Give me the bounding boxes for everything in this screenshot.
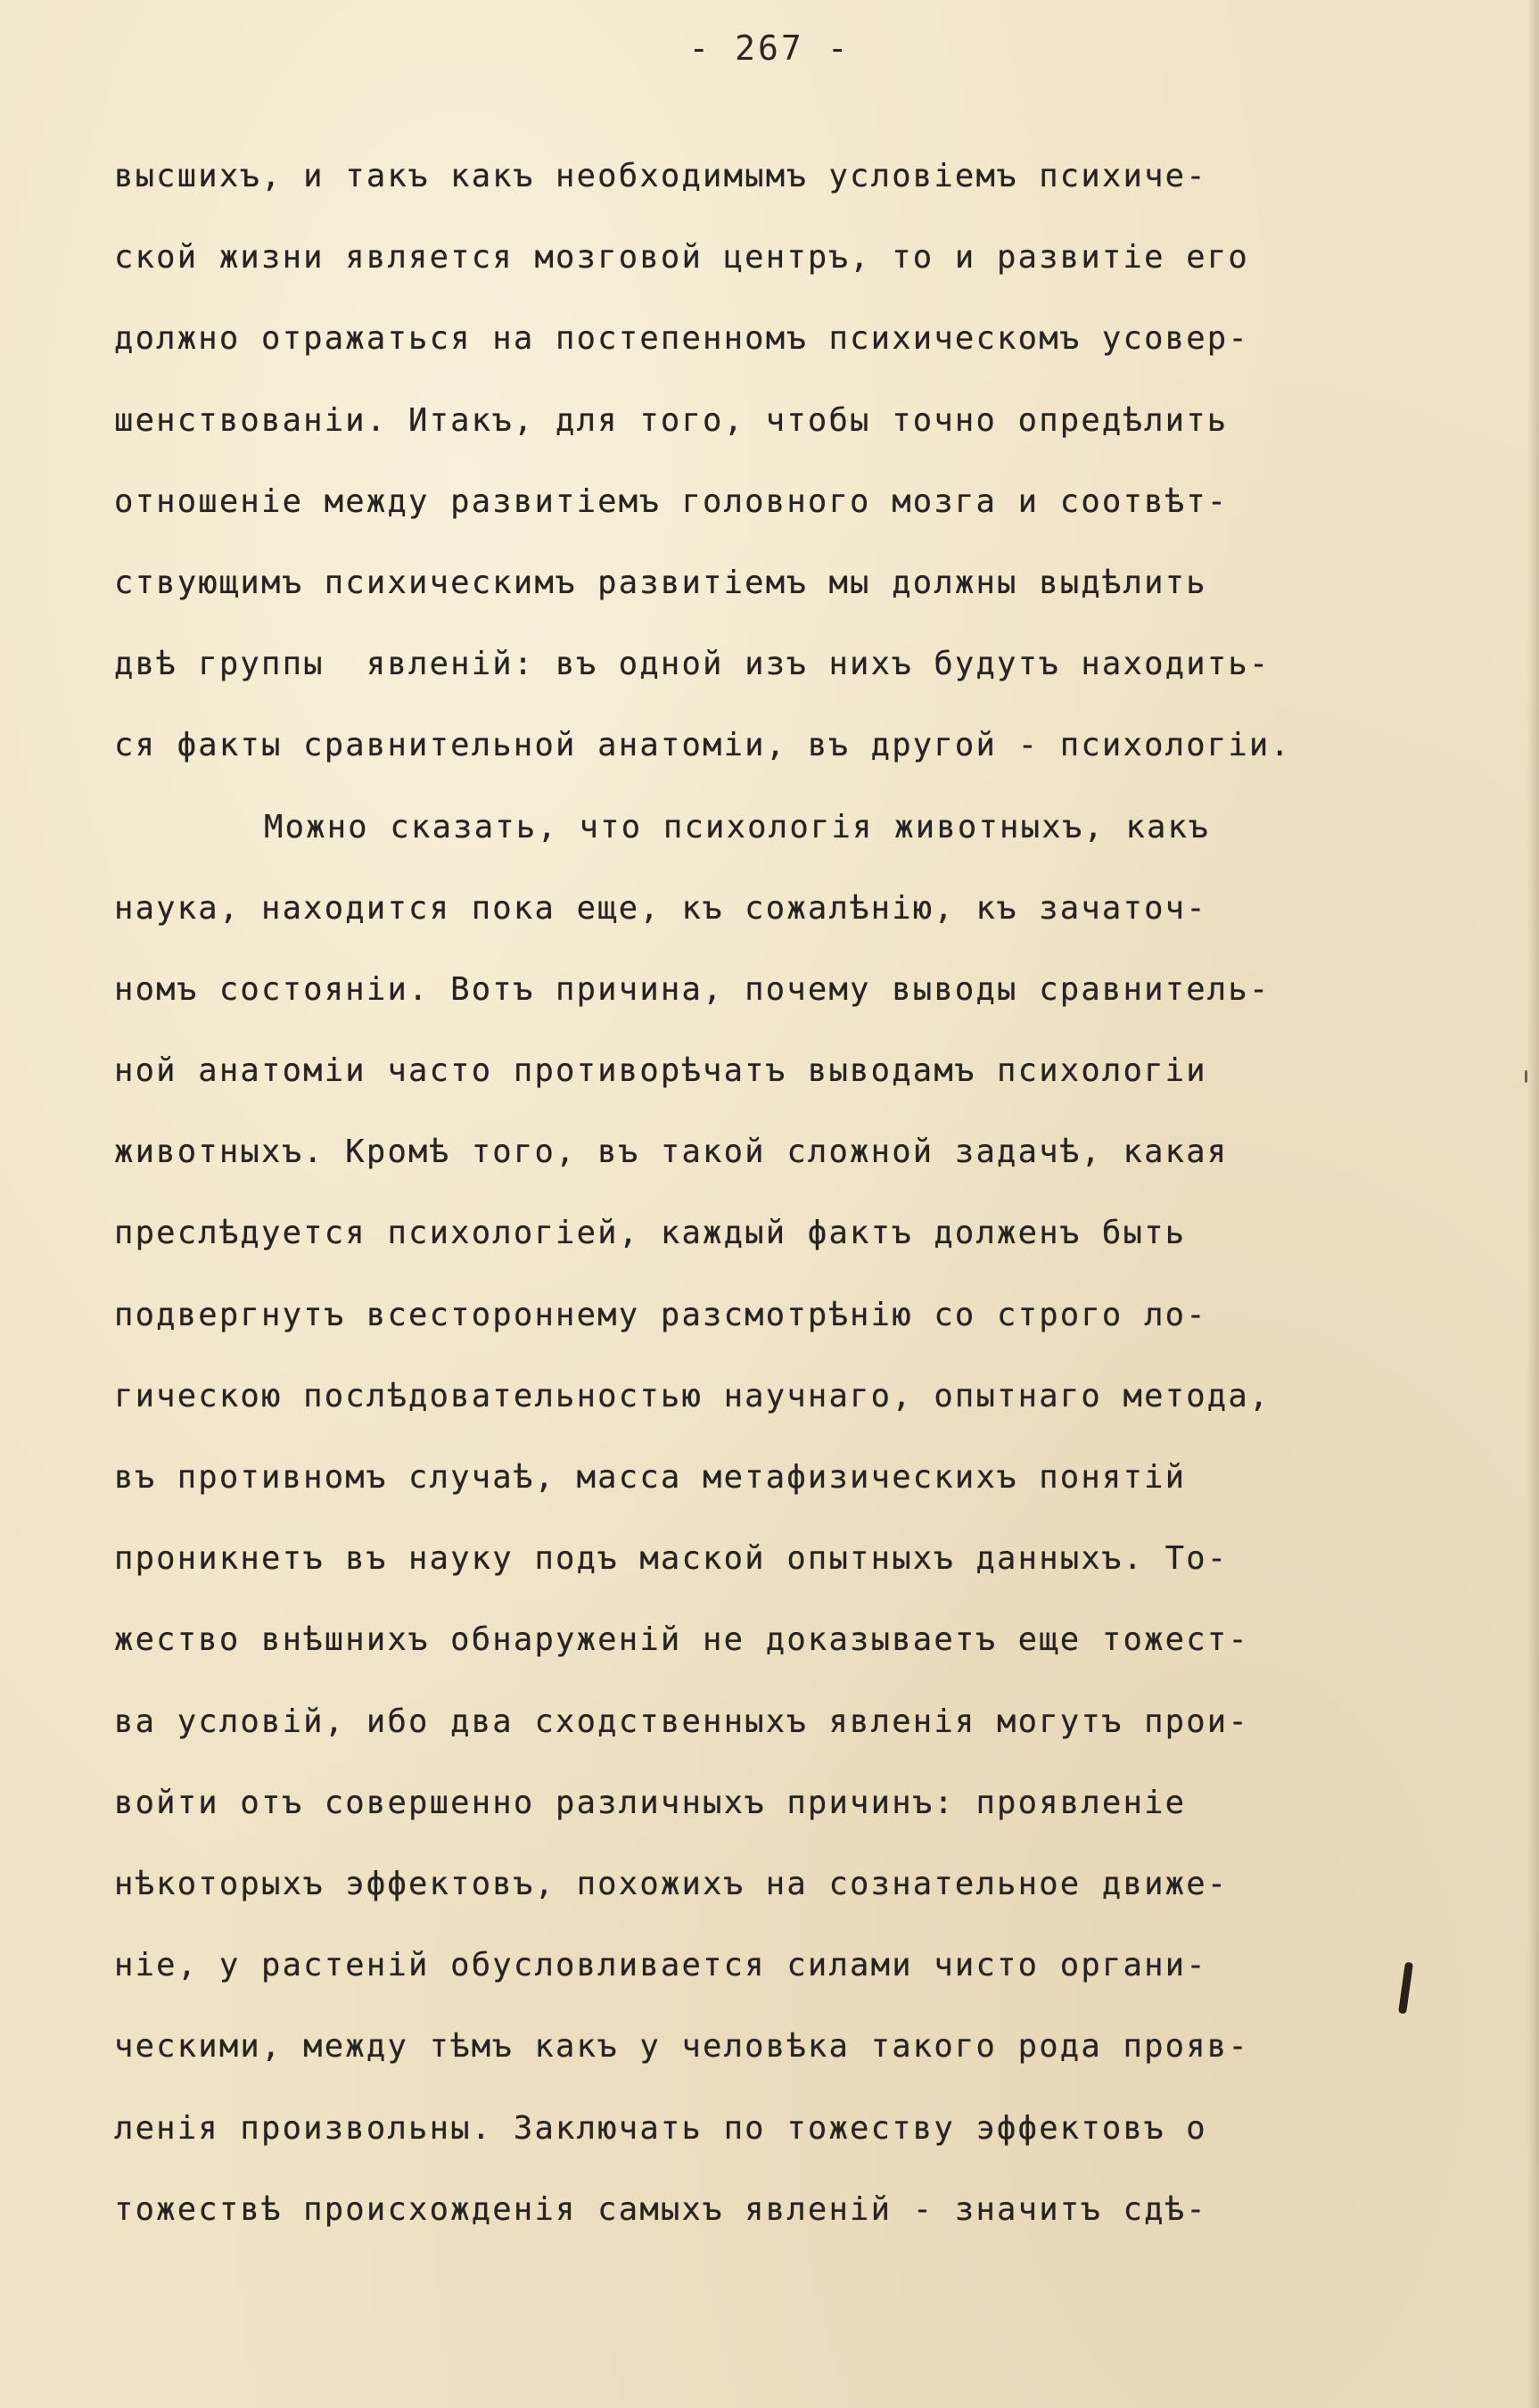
text-line: животныхъ. Кромѣ того, въ такой сложной задачѣ, какая <box>114 1134 1229 1171</box>
text-line: ніе, у растеній обусловливается силами чисто органи- <box>114 1947 1207 1984</box>
margin-tick <box>1525 1070 1527 1083</box>
text-line: ва условій, ибо два сходственныхъ явленія могутъ прои- <box>114 1703 1249 1740</box>
text-line: шенствованіи. Итакъ, для того, чтобы точно опредѣлить <box>114 401 1229 439</box>
text-line: двѣ группы явленій: въ одной изъ нихъ будутъ находить- <box>114 646 1271 683</box>
text-line: въ противномъ случаѣ, масса метафизическихъ понятій <box>114 1459 1187 1496</box>
text-line: подвергнутъ всестороннему разсмотрѣнію со строго ло- <box>114 1296 1207 1333</box>
text-line: номъ состояніи. Вотъ причина, почему выводы сравнитель- <box>114 970 1271 1008</box>
page-edge-shadow <box>1527 0 1539 2408</box>
text-line: ся факты сравнительной анатоміи, въ другой - психологіи. <box>114 727 1292 764</box>
text-line: ской жизни является мозговой центръ, то и развитіе его <box>114 239 1249 276</box>
text-line: тожествѣ происхожденія самыхъ явленій - значитъ сдѣ- <box>114 2190 1207 2228</box>
text-line: отношеніе между развитіемъ головного мозга и соотвѣт- <box>114 482 1229 520</box>
text-line: нѣкоторыхъ эффектовъ, похожихъ на сознательное движе- <box>114 1865 1229 1902</box>
text-line: ленія произвольны. Заключать по тожеству эффектовъ о <box>114 2109 1207 2147</box>
text-line: ной анатоміи часто противорѣчатъ выводамъ психологіи <box>114 1052 1207 1090</box>
text-line: проникнетъ въ науку подъ маской опытныхъ данныхъ. То- <box>114 1540 1229 1578</box>
paragraph-first-line: Можно сказать, что психологія животныхъ, какъ <box>264 808 1210 845</box>
text-line: наука, находится пока еще, къ сожалѣнію, къ зачаточ- <box>114 889 1207 927</box>
text-line: гическою послѣдовательностью научнаго, опытнаго метода, <box>114 1377 1271 1414</box>
text-line: ствующимъ психическимъ развитіемъ мы должны выдѣлить <box>114 564 1207 601</box>
text-line: преслѣдуется психологіей, каждый фактъ долженъ быть <box>114 1215 1187 1252</box>
text-line: войти отъ совершенно различныхъ причинъ: проявленіе <box>114 1784 1187 1821</box>
text-line: жество внѣшнихъ обнаруженій не доказываетъ еще тожест- <box>114 1621 1249 1659</box>
page-number: - 267 - <box>688 29 851 68</box>
text-line: должно отражаться на постепенномъ психическомъ усовер- <box>114 320 1249 358</box>
text-line: высшихъ, и такъ какъ необходимымъ условіемъ психиче- <box>114 158 1207 194</box>
body-text <box>114 150 1505 2264</box>
text-line: ческими, между тѣмъ какъ у человѣка такого рода прояв- <box>114 2028 1249 2066</box>
